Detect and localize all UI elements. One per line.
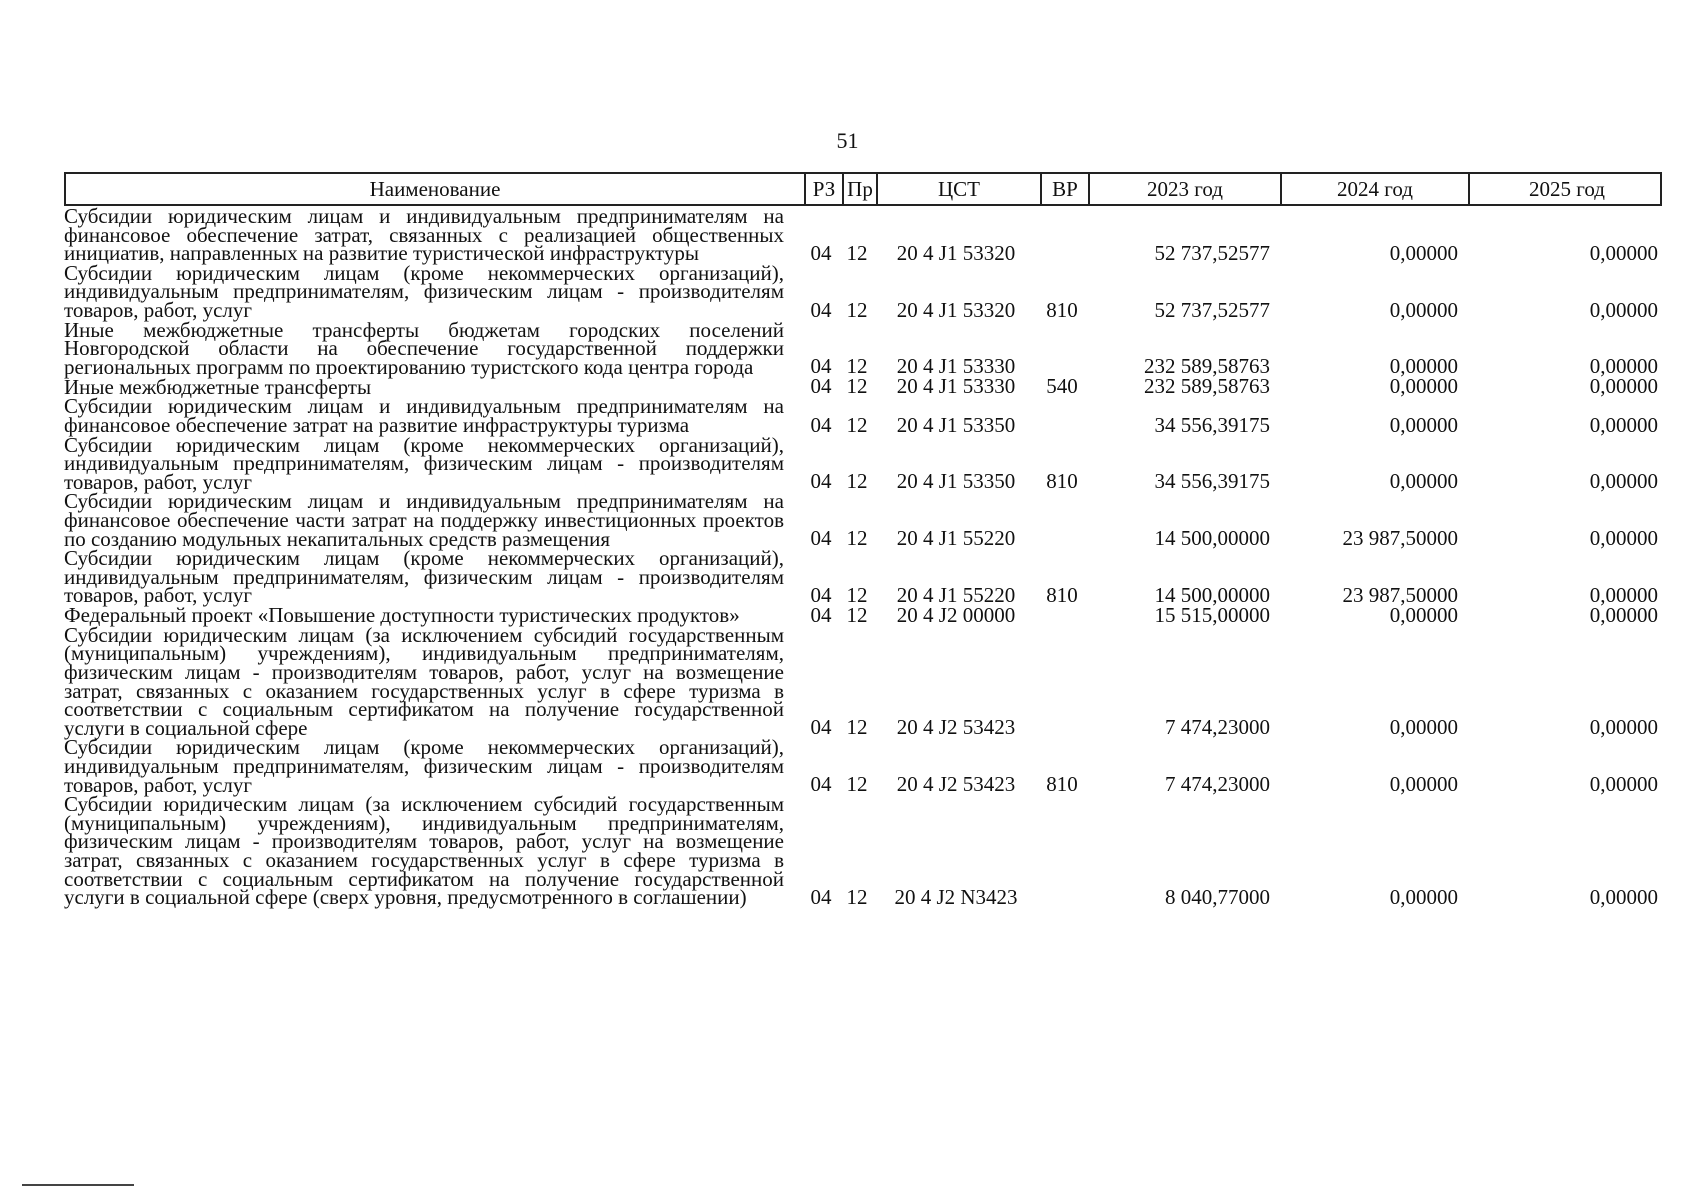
cell-2025: 0,00000 bbox=[1589, 354, 1658, 379]
cell-2025: 0,00000 bbox=[1589, 297, 1658, 322]
cell-pr: 12 bbox=[846, 412, 868, 437]
cell-2023: 7 474,23000 bbox=[1165, 772, 1270, 797]
cell-2025: 0,00000 bbox=[1589, 240, 1658, 265]
cell-rz: 04 bbox=[810, 715, 832, 740]
cell-name: Иные межбюджетные трансферты bbox=[64, 374, 372, 399]
cell-2025: 0,00000 bbox=[1589, 374, 1658, 399]
cell-pr: 12 bbox=[846, 354, 868, 379]
cell-2023: 14 500,00000 bbox=[1154, 526, 1270, 551]
cell-cst: 20 4 J1 53320 bbox=[896, 297, 1016, 322]
cell-2023: 14 500,00000 bbox=[1154, 582, 1270, 607]
cell-name: Субсидии юридическим лицам (кроме некоммерческих организаций), индивидуальным предпринимателям, физическим лицам - производителям товаров, работ, услуг bbox=[64, 260, 784, 322]
cell-rz: 04 bbox=[810, 772, 832, 797]
cell-name: Субсидии юридическим лицам и индивидуальным предпринимателям на финансовое обеспечение части затрат на поддержку инвестиционных проектов по созданию модульных некапитальных средств размещения bbox=[64, 489, 784, 551]
cell-2024: 0,00000 bbox=[1389, 374, 1458, 399]
cell-2025: 0,00000 bbox=[1589, 884, 1658, 909]
cell-2025: 0,00000 bbox=[1589, 469, 1658, 494]
cell-name: Субсидии юридическим лицам (кроме некоммерческих организаций), индивидуальным предпринимателям, физическим лицам - производителям товаров, работ, услуг bbox=[64, 735, 784, 797]
header-2023: 2023 год bbox=[1088, 174, 1280, 204]
cell-cst: 20 4 J1 55220 bbox=[896, 582, 1016, 607]
cell-2025: 0,00000 bbox=[1589, 602, 1658, 627]
header-rz: РЗ bbox=[804, 174, 842, 204]
table-row bbox=[64, 374, 1662, 399]
cell-vr: 540 bbox=[1046, 374, 1078, 399]
cell-vr: 810 bbox=[1046, 772, 1078, 797]
table-header bbox=[64, 172, 1662, 206]
page-number: 51 bbox=[836, 128, 859, 153]
budget-table bbox=[64, 172, 1662, 910]
cell-2024: 0,00000 bbox=[1389, 884, 1458, 909]
cell-2024: 23 987,50000 bbox=[1342, 526, 1458, 551]
cell-2023: 15 515,00000 bbox=[1154, 602, 1270, 627]
cell-vr: 810 bbox=[1046, 582, 1078, 607]
cell-cst: 20 4 J2 00000 bbox=[896, 602, 1016, 627]
cell-pr: 12 bbox=[846, 582, 868, 607]
cell-name: Субсидии юридическим лицам (за исключением субсидий государственным (муниципальным) учреждениям), индивидуальным предпринимателям, физическим лицам - производителям товаров, работ, услуг на возмещение затрат, связанных с оказанием государственных услуг в сфере туризма в соответствии с социальным сертификатом на получение государственной услуги в социальной сфере bbox=[64, 622, 784, 740]
cell-2024: 0,00000 bbox=[1389, 412, 1458, 437]
cell-2023: 52 737,52577 bbox=[1154, 297, 1270, 322]
cell-2024: 0,00000 bbox=[1389, 297, 1458, 322]
cell-2023: 34 556,39175 bbox=[1154, 469, 1270, 494]
table-row bbox=[64, 204, 1662, 266]
table-row bbox=[64, 602, 1662, 628]
table-row bbox=[64, 432, 1662, 494]
table-row bbox=[64, 735, 1662, 797]
cell-pr: 12 bbox=[846, 240, 868, 265]
cell-2025: 0,00000 bbox=[1589, 715, 1658, 740]
table-row bbox=[64, 546, 1662, 608]
cell-rz: 04 bbox=[810, 582, 832, 607]
table-body bbox=[64, 204, 1662, 910]
cell-cst: 20 4 J1 53330 bbox=[896, 374, 1016, 399]
cell-name: Субсидии юридическим лицам и индивидуальным предпринимателям на финансовое обеспечение затрат, связанных с реализацией общественных инициатив, направленных на развитие туристической инфраструктуры bbox=[64, 204, 784, 266]
cell-cst: 20 4 J2 N3423 bbox=[894, 884, 1018, 909]
cell-rz: 04 bbox=[810, 469, 832, 494]
cell-pr: 12 bbox=[846, 469, 868, 494]
cell-pr: 12 bbox=[846, 297, 868, 322]
cell-2024: 0,00000 bbox=[1389, 715, 1458, 740]
table-row bbox=[64, 394, 1662, 437]
cell-cst: 20 4 J1 53350 bbox=[896, 412, 1016, 437]
cell-cst: 20 4 J1 55220 bbox=[896, 526, 1016, 551]
cell-2024: 0,00000 bbox=[1389, 772, 1458, 797]
cell-pr: 12 bbox=[846, 374, 868, 399]
cell-rz: 04 bbox=[810, 354, 832, 379]
cell-cst: 20 4 J2 53423 bbox=[896, 772, 1016, 797]
cell-pr: 12 bbox=[846, 602, 868, 627]
cell-pr: 12 bbox=[846, 772, 868, 797]
cell-2024: 23 987,50000 bbox=[1342, 582, 1458, 607]
cell-name: Субсидии юридическим лицам и индивидуальным предпринимателям на финансовое обеспечение затрат на развитие инфраструктуры туризма bbox=[64, 394, 784, 437]
table-row bbox=[64, 260, 1662, 322]
cell-vr: 810 bbox=[1046, 297, 1078, 322]
header-pr: Пр bbox=[842, 174, 876, 204]
cell-rz: 04 bbox=[810, 884, 832, 909]
cell-rz: 04 bbox=[810, 412, 832, 437]
table-row bbox=[64, 792, 1662, 910]
header-cst: ЦСТ bbox=[876, 174, 1040, 204]
cell-pr: 12 bbox=[846, 715, 868, 740]
cell-2024: 0,00000 bbox=[1389, 240, 1458, 265]
cell-2024: 0,00000 bbox=[1389, 469, 1458, 494]
cell-name: Федеральный проект «Повышение доступности туристических продуктов» bbox=[64, 603, 740, 628]
cell-2023: 232 589,58763 bbox=[1144, 374, 1270, 399]
cell-cst: 20 4 J1 53330 bbox=[896, 354, 1016, 379]
cell-rz: 04 bbox=[810, 240, 832, 265]
cell-name: Субсидии юридическим лицам (кроме некоммерческих организаций), индивидуальным предпринимателям, физическим лицам - производителям товаров, работ, услуг bbox=[64, 546, 784, 608]
cell-2023: 7 474,23000 bbox=[1165, 715, 1270, 740]
cell-vr: 810 bbox=[1046, 469, 1078, 494]
table-row bbox=[64, 622, 1662, 740]
cell-name: Субсидии юридическим лицам (кроме некоммерческих организаций), индивидуальным предпринимателям, физическим лицам - производителям товаров, работ, услуг bbox=[64, 432, 784, 494]
cell-rz: 04 bbox=[810, 602, 832, 627]
cell-rz: 04 bbox=[810, 374, 832, 399]
header-2025: 2025 год bbox=[1468, 174, 1664, 204]
cell-pr: 12 bbox=[846, 884, 868, 909]
cell-rz: 04 bbox=[810, 526, 832, 551]
cell-name: Иные межбюджетные трансферты бюджетам городских поселений Новгородской области на обеспечение государственной поддержки региональных программ по проектированию туристского кода центра города bbox=[64, 317, 784, 379]
cell-2023: 232 589,58763 bbox=[1144, 354, 1270, 379]
cell-rz: 04 bbox=[810, 297, 832, 322]
header-name: Наименование bbox=[369, 177, 501, 201]
cell-2025: 0,00000 bbox=[1589, 526, 1658, 551]
cell-2025: 0,00000 bbox=[1589, 772, 1658, 797]
cell-2023: 8 040,77000 bbox=[1165, 884, 1270, 909]
cell-name: Субсидии юридическим лицам (за исключением субсидий государственным (муниципальным) учреждениям), индивидуальным предпринимателям, физическим лицам - производителям товаров, работ, услуг на возмещение затрат, связанных с оказанием государственных услуг в сфере туризма в соответствии с социальным сертификатом на получение государственной услуги в социальной сфере (сверх уровня, предусмотренного в соглашении) bbox=[64, 792, 784, 910]
cell-cst: 20 4 J1 53350 bbox=[896, 469, 1016, 494]
cell-2025: 0,00000 bbox=[1589, 582, 1658, 607]
cell-2023: 52 737,52577 bbox=[1154, 240, 1270, 265]
cell-2025: 0,00000 bbox=[1589, 412, 1658, 437]
cell-2023: 34 556,39175 bbox=[1154, 412, 1270, 437]
cell-2024: 0,00000 bbox=[1389, 602, 1458, 627]
cell-cst: 20 4 J2 53423 bbox=[896, 715, 1016, 740]
cell-cst: 20 4 J1 53320 bbox=[896, 240, 1016, 265]
header-vr: ВР bbox=[1040, 174, 1088, 204]
cell-pr: 12 bbox=[846, 526, 868, 551]
footer-divider bbox=[22, 1184, 134, 1186]
header-2024: 2024 год bbox=[1280, 174, 1468, 204]
table-row bbox=[64, 489, 1662, 551]
cell-2024: 0,00000 bbox=[1389, 354, 1458, 379]
table-row bbox=[64, 317, 1662, 379]
